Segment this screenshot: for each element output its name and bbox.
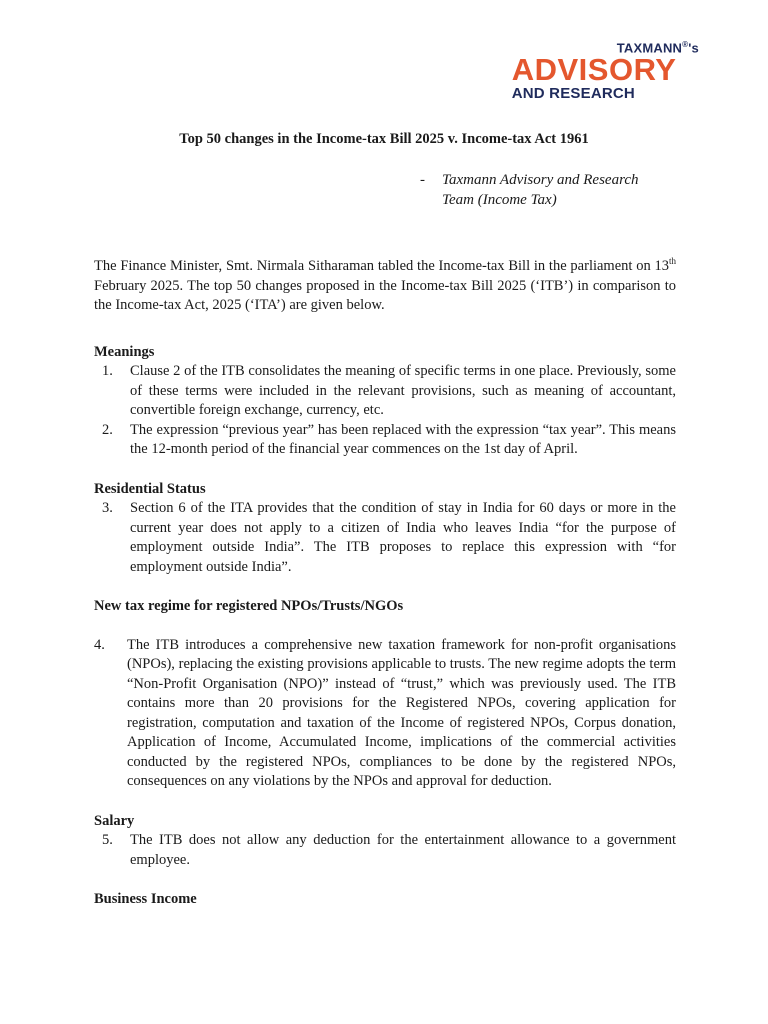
salary-list	[94, 831, 676, 870]
list-item: 5. The ITB does not allow any deduction for the entertainment allowance to a government employee.	[102, 832, 676, 868]
list-item: 3. Section 6 of the ITA provides that the condition of stay in India for 60 days or more in the current year does not apply to a citizen of India who leaves India “for the purpose of employment outside India”. The ITB proposes to replace this expression with “for employment outside India”.	[102, 500, 676, 575]
section-heading-residential-status: Residential Status	[94, 480, 206, 497]
residential-list	[94, 499, 676, 577]
byline	[420, 170, 710, 210]
logo-advisory-text: ADVISORY	[511, 52, 677, 88]
list-item: 1. Clause 2 of the ITB consolidates the meaning of specific terms in one place. Previously, some of these terms were included in the relevant provisions, such as meaning of accountant, convertible foreign exchange, currency, etc.	[102, 363, 676, 418]
logo-taxmann-text: TAXMANN®'s	[616, 40, 699, 56]
logo-research-text: AND RESEARCH	[511, 85, 635, 103]
intro-paragraph: The Finance Minister, Smt. Nirmala Sitharaman tabled the Income-tax Bill in the parliament on 13th February 2025. The top 50 changes proposed in the Income-tax Bill 2025 (‘ITB’) in comparison to the Income-tax Act, 2025 (‘ITA’) are given below.	[94, 256, 676, 313]
byline-dash: -	[420, 172, 425, 188]
list-item: 2. The expression “previous year” has been replaced with the expression “tax year”. This means the 12-month period of the financial year commences on the 1st day of April.	[102, 421, 676, 457]
meanings-list	[94, 362, 676, 460]
document-body	[94, 257, 676, 910]
section-heading-salary: Salary	[94, 812, 135, 829]
list-item: 4. The ITB introduces a comprehensive new taxation framework for non-profit organisations (NPOs), replacing the existing provisions applicable to trusts. The new regime adopts the term “Non-Profit Organisation (NPO)” instead of “trust,” which was previously used. The ITB contains more than 20 provisions for the Registered NPOs, covering application for registration, computation and taxation of the Income of registered NPOs, Corpus donation, Application of Income, Accumulated Income, implications of the commercial activities conducted by the registered NPOs, compliances to be done by the registered NPOs, consequences on any violations by the NPOs and approval for deduction.	[94, 636, 676, 789]
byline-line-1: Taxmann Advisory and Research	[442, 172, 639, 188]
npo-list	[94, 636, 676, 792]
section-heading-npo: New tax regime for registered NPOs/Trusts/NGOs	[94, 598, 404, 614]
taxmann-advisory-logo	[512, 40, 699, 102]
section-heading-business-income: Business Income	[94, 891, 197, 907]
document-title: Top 50 changes in the Income-tax Bill 2025 v. Income-tax Act 1961	[179, 131, 589, 147]
section-heading-meanings: Meanings	[94, 343, 155, 360]
byline-line-2: Team (Income Tax)	[442, 192, 557, 208]
